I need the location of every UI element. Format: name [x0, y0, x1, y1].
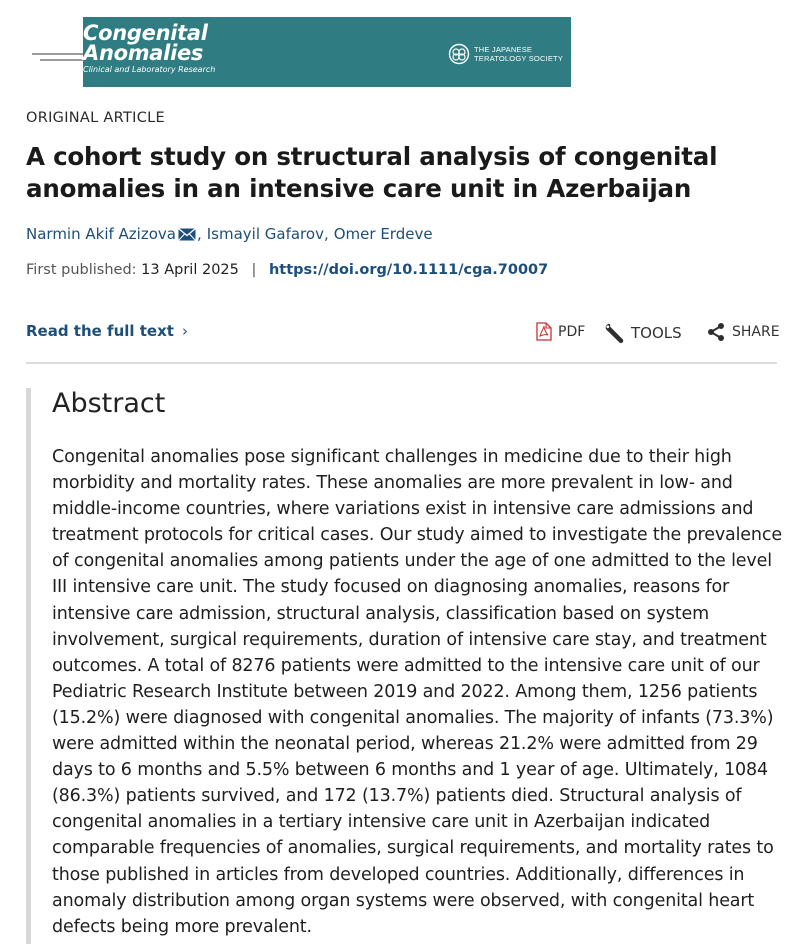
tools-button[interactable] [603, 322, 682, 344]
doi-link[interactable]: https://doi.org/10.1111/cga.70007 [268, 262, 549, 278]
read-full-text-label: Read the full text [26, 322, 174, 340]
society-logo [448, 43, 563, 65]
first-published-label: First published: [26, 262, 137, 278]
tools-label: TOOLS [631, 324, 682, 342]
read-full-text-link[interactable] [26, 322, 188, 340]
journal-name-line1: Congenital [83, 21, 208, 45]
first-published-date: 13 April 2025 [141, 262, 239, 278]
article-type: ORIGINAL ARTICLE [26, 110, 165, 126]
author-separator: , [323, 225, 329, 243]
author-link-azizova[interactable]: Narmin Akif Azizova [26, 225, 176, 243]
corresponding-author-mail-icon[interactable] [178, 228, 196, 241]
journal-logo [83, 23, 215, 74]
abstract-heading: Abstract [52, 388, 166, 419]
chevron-right-icon: › [181, 322, 188, 340]
journal-banner[interactable] [26, 17, 571, 87]
abstract-text: Congenital anomalies pose significant challenges in medicine due to their high morbidity and mortality rates. These anomalies are more prevalent in low- and middle-income countries, where variations exist in intensive care admissions and treatment protocols for critical cases. Our study aimed to investigate the prevalence of congenital anomalies among patients under the age of one admitted to the level III intensive care unit. The study focused on diagnosing anomalies, reasons for intensive care admission, structural analysis, classification based on system involvement, surgical requirements, duration of intensive care stay, and treatment outcomes. A total of 8276 patients were admitted to the intensive care unit of our Pediatric Research Institute between 2019 and 2022. Among them, 1256 patients (15.2%) were diagnosed with congenital anomalies. The majority of infants (73.3%) were admitted within the neonatal period, whereas 21.2% were admitted from 29 days to 6 months and 5.5% between 6 months and 1 year of age. Ultimately, 1084 (86.3%) patients survived, and 172 (13.7%) patients died. Structural analysis of congenital anomalies in a tertiary intensive care unit in Azerbaijan indicated comparable frequencies of anomalies, surgical requirements, and mortality rates to those published in articles from developed countries. Additionally, differences in anomaly distribution among organ systems were observed, with congenital heart defects being more prevalent. [52, 447, 782, 937]
pdf-icon [536, 322, 552, 341]
publication-info [26, 262, 548, 278]
journal-name-line2: Anomalies [83, 41, 204, 65]
author-list [26, 225, 433, 243]
society-name-line2: TERATOLOGY SOCIETY [474, 54, 564, 63]
wrench-icon [603, 322, 625, 344]
author-link-erdeve[interactable]: Omer Erdeve [333, 225, 433, 243]
pdf-label: PDF [558, 323, 586, 340]
society-name-line1: THE JAPANESE [474, 45, 533, 54]
section-divider [26, 362, 777, 364]
author-separator: , [196, 225, 202, 243]
share-button[interactable] [706, 322, 780, 342]
share-label: SHARE [732, 324, 780, 340]
author-link-gafarov[interactable]: Ismayil Gafarov [206, 225, 324, 243]
article-title: A cohort study on structural analysis of congenital anomalies in an intensive care unit in Azerbaijan [26, 142, 718, 203]
pdf-button[interactable] [536, 322, 585, 341]
share-icon [706, 322, 726, 342]
divider: | [251, 262, 257, 278]
journal-subtitle: Clinical and Laboratory Research [83, 65, 216, 74]
abstract-accent-bar [26, 388, 31, 944]
society-emblem-icon [448, 43, 470, 65]
